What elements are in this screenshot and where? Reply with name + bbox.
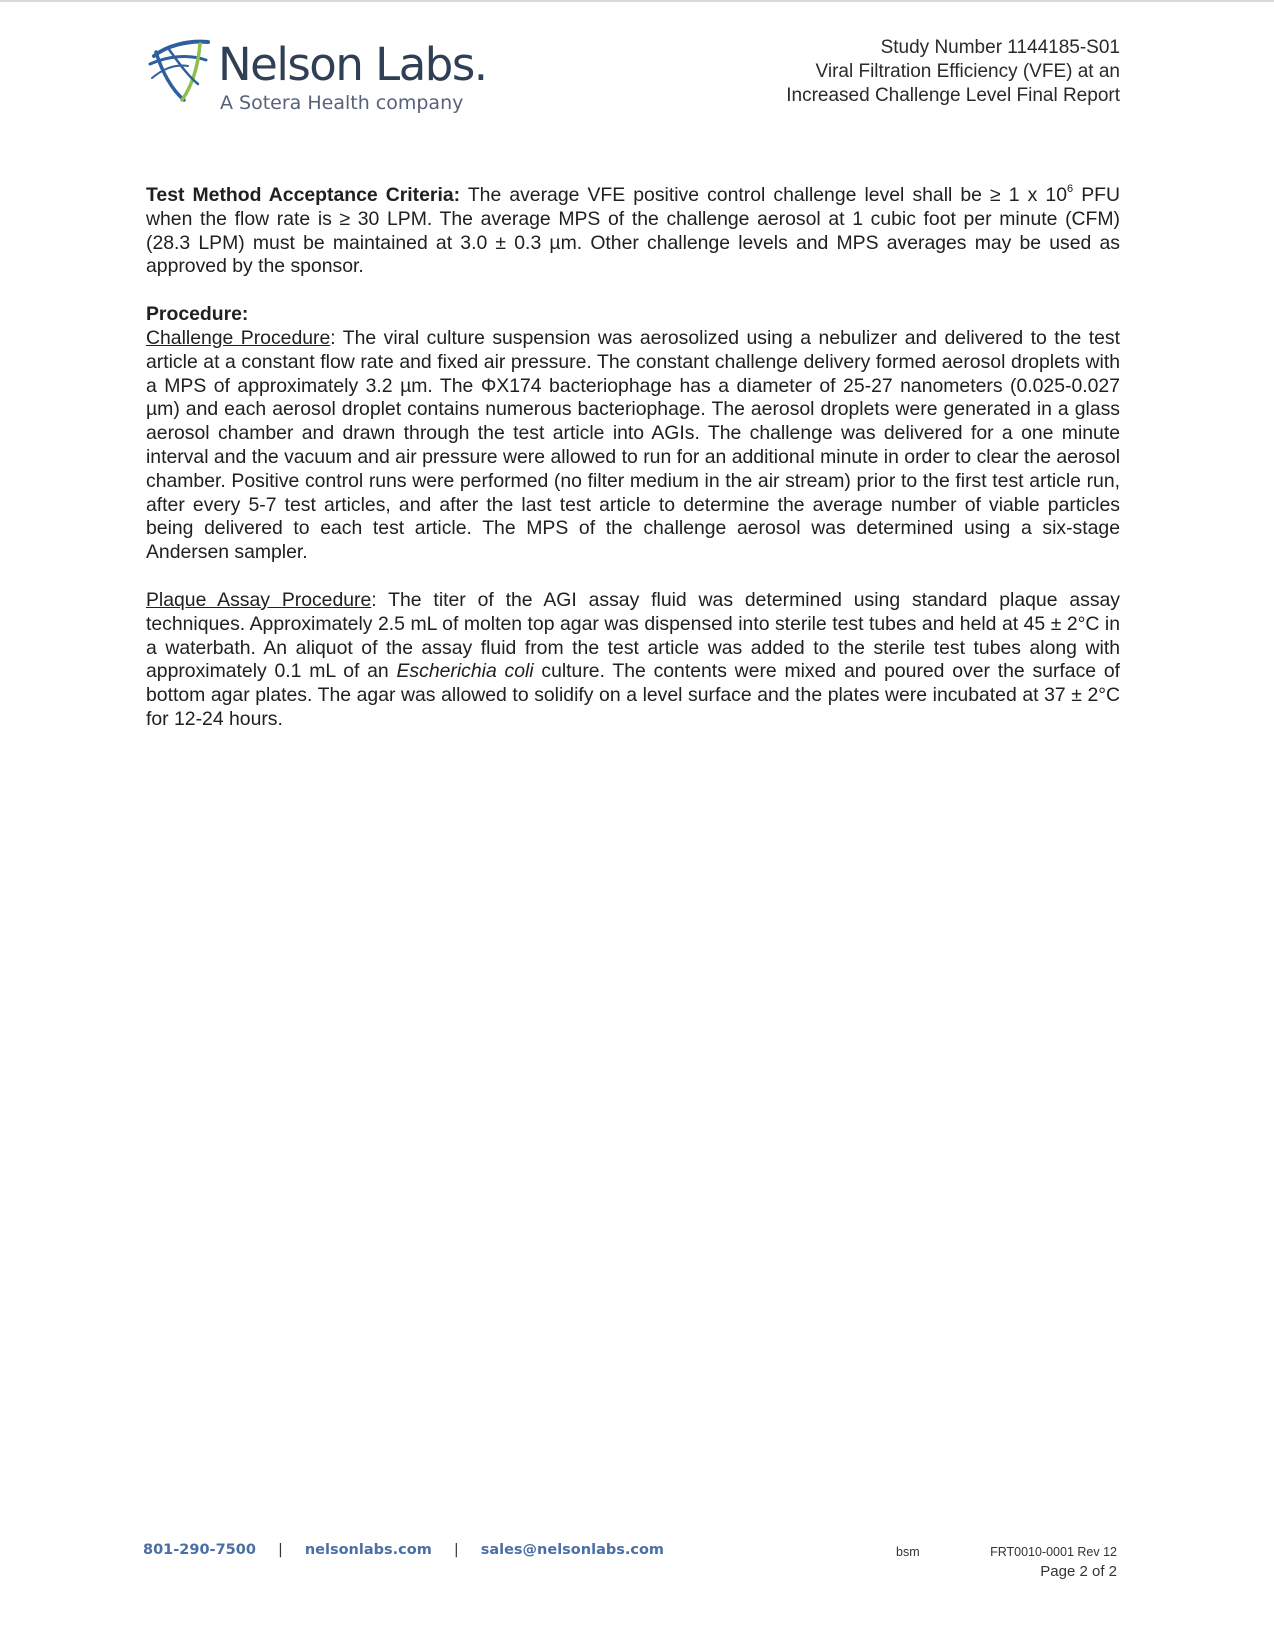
plaque-assay-label: Plaque Assay Procedure bbox=[146, 588, 372, 611]
acceptance-text-a: The average VFE positive control challenge level shall be ≥ 1 x 10 bbox=[460, 184, 1067, 206]
footer-website-link[interactable]: nelsonlabs.com bbox=[304, 1542, 432, 1558]
study-number: Study Number 1144185-S01 bbox=[880, 37, 1120, 58]
plaque-assay-text-a: : The titer of the AGI assay fluid was determined using standard plaque assay techniques. Approximately 2.5 mL of molten top agar was dispensed into sterile test tubes and held at 45 ± 2°C in a waterbath. An aliquot of the assay fluid from the test article was added to the sterile test tubes along with approximately 0.1 mL of an bbox=[146, 588, 1120, 683]
acceptance-criteria-heading: Test Method Acceptance Criteria: bbox=[146, 184, 461, 206]
footer-separator: | bbox=[453, 1542, 459, 1558]
report-header bbox=[786, 36, 1120, 108]
footer-email-link[interactable]: sales@nelsonlabs.com bbox=[480, 1542, 665, 1558]
footer-initials: bsm bbox=[896, 1545, 920, 1559]
challenge-procedure-text: : The viral culture suspension was aerosolized using a nebulizer and delivered to the test article at a constant flow rate and fixed air pressure. The constant challenge delivery formed aerosol droplets with a MPS of approximately 3.2 µm. The ΦX174 bacteriophage has a diameter of 25-27 nanometers (0.025-0.027 µm) and each aerosol droplet contains numerous bacteriophage. The aerosol droplets were generated in a glass aerosol chamber and drawn through the test article into AGIs. The challenge was delivered for a one minute interval and the vacuum and air pressure were allowed to run for an additional minute in order to clear the aerosol chamber. Positive control runs were performed (no filter medium in the air stream) prior to the first test article run, after every 5-7 test articles, and after the last test article to determine the average number of viable particles being delivered to each test article. The MPS of the challenge aerosol was determined using a six-stage Andersen sampler. bbox=[146, 326, 1120, 564]
page-number: Page 2 of 2 bbox=[1040, 1563, 1117, 1580]
globe-icon bbox=[148, 38, 214, 108]
footer-contacts bbox=[143, 1542, 664, 1558]
nelson-labs-logo bbox=[148, 38, 487, 118]
report-title-line-1: Viral Filtration Efficiency (VFE) at an bbox=[815, 61, 1120, 82]
acceptance-superscript: 6 bbox=[1067, 182, 1074, 195]
logo-tagline: A Sotera Health company bbox=[220, 92, 464, 114]
report-body bbox=[146, 184, 1120, 732]
report-title-line-2: Increased Challenge Level Final Report bbox=[786, 85, 1120, 106]
footer-phone: 801-290-7500 bbox=[143, 1542, 256, 1558]
acceptance-text-b: PFU when the flow rate is ≥ 30 LPM. The average MPS of the challenge aerosol at 1 cubic foot per minute (CFM) (28.3 LPM) must be maintained at 3.0 ± 0.3 µm. Other challenge levels and MPS averages may be used as approved by the sponsor. bbox=[146, 184, 1120, 278]
procedure-heading: Procedure: bbox=[146, 303, 249, 326]
logo-wordmark: Nelson Labs. bbox=[218, 38, 487, 91]
footer-form-number: FRT0010-0001 Rev 12 bbox=[990, 1545, 1117, 1559]
plaque-assay-text-b: culture. The contents were mixed and poured over the surface of bottom agar plates. The agar was allowed to solidify on a level surface and the plates were incubated at 37 ± 2°C for 12-24 hours. bbox=[146, 660, 1120, 730]
footer-separator: | bbox=[277, 1542, 283, 1558]
top-border bbox=[0, 0, 1274, 2]
challenge-procedure-label: Challenge Procedure bbox=[146, 326, 331, 349]
acceptance-criteria-paragraph bbox=[146, 184, 1120, 279]
escherichia-coli-term: Escherichia coli bbox=[396, 660, 534, 683]
plaque-assay-paragraph bbox=[146, 589, 1120, 732]
challenge-procedure-paragraph bbox=[146, 327, 1120, 565]
